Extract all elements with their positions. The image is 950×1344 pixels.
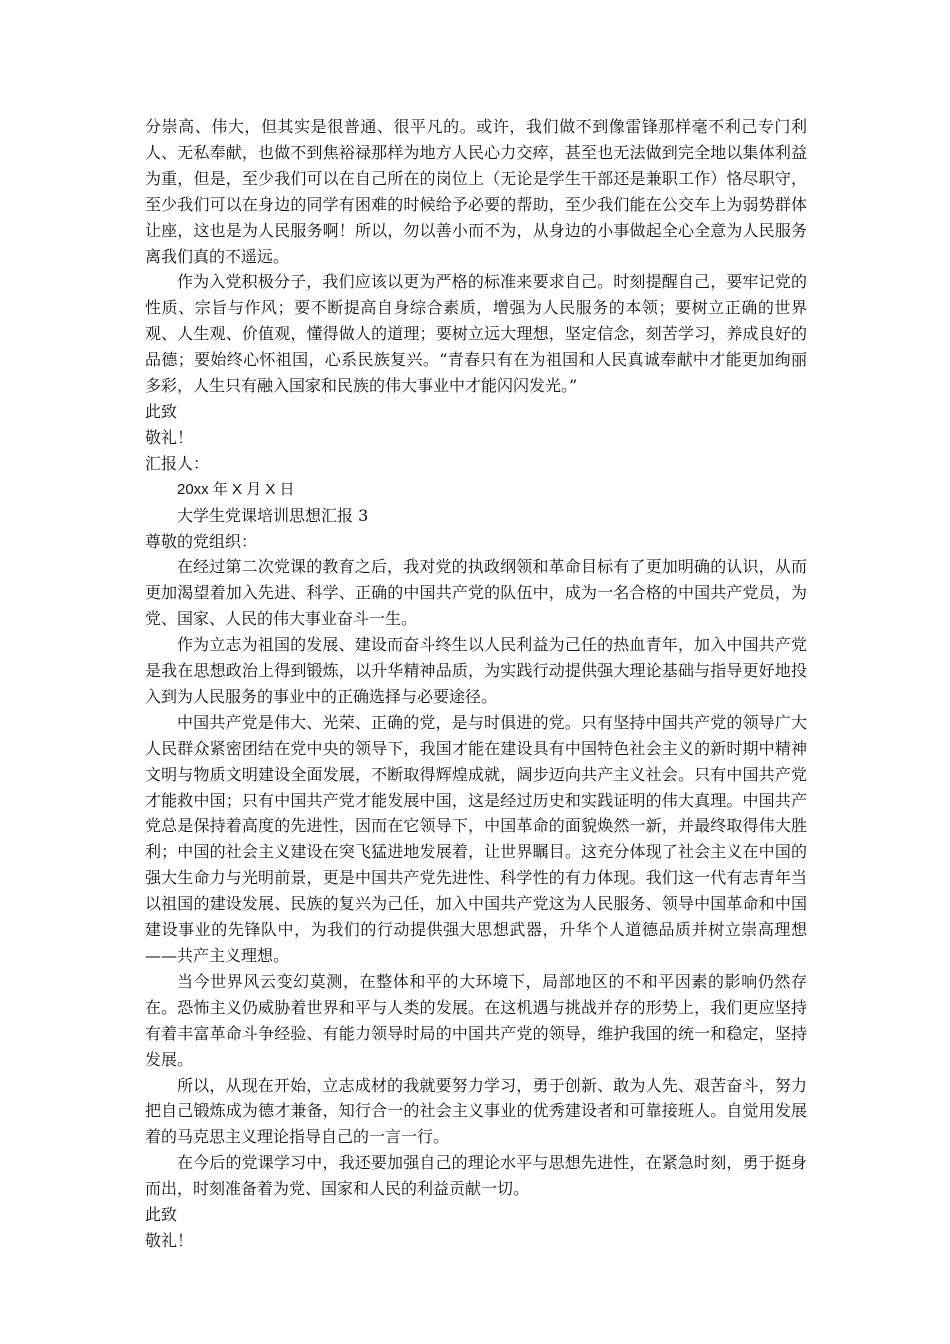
paragraph-2: 作为入党积极分子，我们应该以更为严格的标准来要求自己。时刻提醒自己，要牢记党的性质、宗旨与作风；要不断提高自身综合素质，增强为人民服务的本领；要树立正确的世界观、人生观、价值观，懂得做人的道理；要树立远大理想，坚定信念，刻苦学习，养成良好的品德；要始终心怀祖国，心系民族复兴。“青春只有在为祖国和人民真诚奉献中才能更加绚丽多彩，人生只有融入国家和民族的伟大事业中才能闪闪发光。” [145,272,807,396]
closing-line-2: 此致 [145,1205,178,1225]
paragraph-5: 中国共产党是伟大、光荣、正确的党，是与时俱进的党。只有坚持中国共产党的领导广大人民群众紧密团结在党中央的领导下，我国才能在建设具有中国特色社会主义的新时期中精神文明与物质文明建设全面发展，不断取得辉煌成就，阔步迈向共产主义社会。只有中国共产党才能救中国；只有中国共产党才能发展中国，这是经过历史和实践证明的伟大真理。中国共产党总是保持着高度的先进性，因而在它领导下，中国革命的面貌焕然一新，并最终取得伟大胜利；中国的社会主义建设在突飞猛进地发展着，让世界瞩目。这充分体现了社会主义在中国的强大生命力与光明前景，更是中国共产党先进性、科学性的有力体现。我们这一代有志青年当以祖国的建设发展、民族的复兴为己任，加入中国共产党这为人民服务、领导中国革命和中国建设事业的先锋队中，为我们的行动提供强大思想武器，升华个人道德品质并树立崇高理想——共产主义理想。 [145,712,807,965]
paragraph-3: 在经过第二次党课的教育之后，我对党的执政纲领和革命目标有了更加明确的认识，从而更加渴望着加入先进、科学、正确的中国共产党的队伍中，成为一名合格的中国共产党员，为党、国家、人民的伟大事业奋斗一生。 [145,557,807,629]
report-date: 20xx 年 X 月 X 日 [177,480,295,498]
salute-line-2: 敬礼！ [145,1230,194,1250]
greeting-line: 尊敬的党组织： [145,531,258,551]
report-title: 大学生党课培训思想汇报 3 [177,505,369,525]
reporter-label: 汇报人： [145,453,210,473]
document-page [145,114,807,1254]
paragraph-8: 在今后的党课学习中，我还要加强自己的理论水平与思想先进性，在紧急时刻，勇于挺身而出，时刻准备着为党、国家和人民的利益贡献一切。 [145,1153,807,1199]
paragraph-1: 分崇高、伟大，但其实是很普通、很平凡的。或许，我们做不到像雷锋那样毫不利己专门利人、无私奉献，也做不到焦裕禄那样为地方人民心力交瘁，甚至也无法做到完全地以集体利益为重，但是，至少我们可以在自己所在的岗位上（无论是学生干部还是兼职工作）恪尽职守，至少我们可以在身边的同学有困难的时候给予必要的帮助，至少我们能在公交车上为弱势群体让座，这也是为人民服务啊！所以，勿以善小而不为，从身边的小事做起全心全意为人民服务离我们真的不遥远。 [145,117,807,266]
paragraph-4: 作为立志为祖国的发展、建设而奋斗终生以人民利益为己任的热血青年，加入中国共产党是我在思想政治上得到锻炼，以升华精神品质，为实践行动提供强大理论基础与指导更好地投入到为人民服务的事业中的正确选择与必要途径。 [145,635,807,706]
salute-line: 敬礼！ [145,427,194,447]
paragraph-6: 当今世界风云变幻莫测，在整体和平的大环境下，局部地区的不和平因素的影响仍然存在。恐怖主义仍威胁着世界和平与人类的发展。在这机遇与挑战并存的形势上，我们更应坚持有着丰富革命斗争经验、有能力领导时局的中国共产党的领导，维护我国的统一和稳定，坚持发展。 [145,971,807,1069]
paragraph-7: 所以，从现在开始，立志成材的我就要努力学习，勇于创新、敢为人先、艰苦奋斗，努力把自己锻炼成为德才兼备，知行合一的社会主义事业的优秀建设者和可靠接班人。自觉用发展着的马克思主义理论指导自己的一言一行。 [145,1075,807,1147]
closing-line: 此致 [145,401,178,421]
